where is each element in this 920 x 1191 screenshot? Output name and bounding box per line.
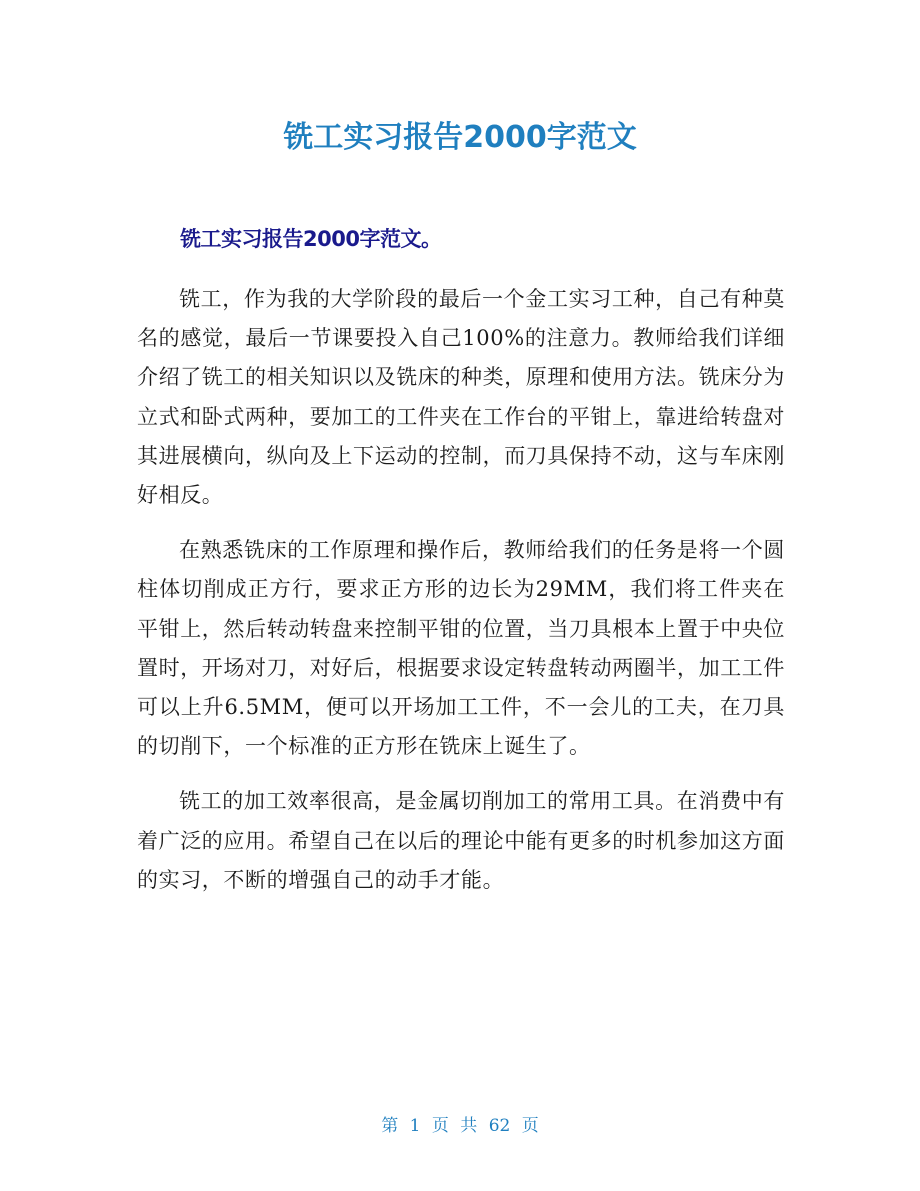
document-subtitle: 铣工实习报告2000字范文。 [180, 227, 442, 251]
body-paragraph: 铣工的加工效率很高，是金属切削加工的常用工具。在消费中有着广泛的应用。希望自己在以后的理论中能有更多的时机参加这方面的实习，不断的增强自己的动手才能。 [137, 789, 785, 892]
body-paragraph: 在熟悉铣床的工作原理和操作后，教师给我们的任务是将一个圆柱体切削成正方行，要求正方形的边长为29MM，我们将工件夹在平钳上，然后转动转盘来控制平钳的位置，当刀具根本上置于中央位置时，开场对刀，对好后，根据要求设定转盘转动两圈半，加工工件可以上升6.5MM，便可以开场加工工件，不一会儿的工夫，在刀具的切削下，一个标准的正方形在铣床上诞生了。 [137, 538, 785, 759]
document-title: 铣工实习报告2000字范文 [283, 120, 637, 155]
document-body [137, 280, 785, 900]
page-number-footer: 第 1 页 共 62 页 [381, 1116, 539, 1136]
body-paragraph: 铣工，作为我的大学阶段的最后一个金工实习工种，自己有种莫名的感觉，最后一节课要投入自己100%的注意力。教师给我们详细介绍了铣工的相关知识以及铣床的种类，原理和使用方法。铣床分为立式和卧式两种，要加工的工件夹在工作台的平钳上，靠进给转盘对其进展横向，纵向及上下运动的控制，而刀具保持不动，这与车床刚好相反。 [137, 287, 785, 508]
